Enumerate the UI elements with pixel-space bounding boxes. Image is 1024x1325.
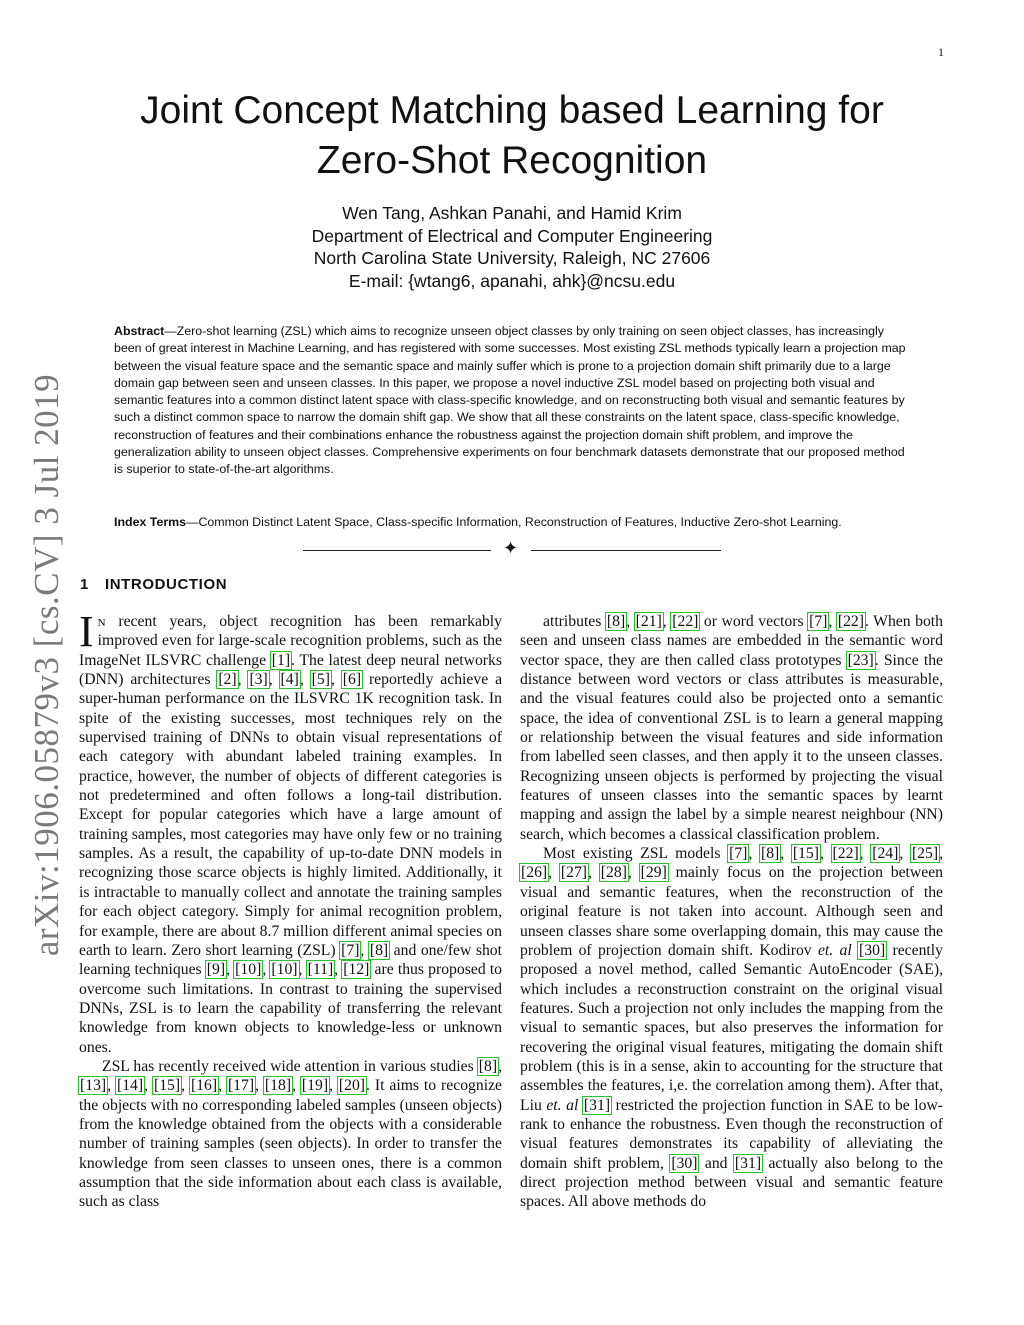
body-text: , — [498, 1057, 502, 1075]
citation-link[interactable]: [21] — [635, 613, 662, 630]
citation-link[interactable]: [18] — [264, 1077, 292, 1095]
citation-link[interactable]: [10] — [271, 961, 298, 979]
citation-link[interactable]: [4] — [280, 671, 299, 689]
body-text: , — [255, 1077, 264, 1095]
section-heading — [80, 576, 227, 593]
body-paragraph — [79, 1057, 502, 1212]
body-text: and one/few shot learning techniques — [79, 941, 503, 979]
body-text: attributes — [543, 613, 606, 630]
left-column — [79, 607, 503, 1212]
body-text: are thus proposed to overcome such limitations. In contrast to training the supervised DNNs, ZSL is to learn the capability of transferring the relevant knowledge from known objects to knowledge-less or unknown ones. — [79, 961, 503, 1056]
citation-link[interactable]: [28] — [600, 864, 627, 882]
body-text: , — [939, 845, 943, 863]
body-text: , — [330, 671, 342, 689]
body-text: , — [329, 1077, 338, 1095]
citation-link[interactable]: [27] — [560, 864, 588, 882]
body-text: , — [626, 613, 635, 630]
body-text: . Since the distance between word vectors or class attributes is measurable, and the visual features could also be projected onto a semantic space, the idea of conventional ZSL is to learn a general mapping or relationship between the visual features and side information from labelled seen classes, and then apply it to the unseen classes. Recognizing unseen objects is performed by projecting the visual features of unseen classes into the semantic spaces by learnt mapping and assign the label by a simple nearest neighbour (NN) search, which becomes a classical classification problem. — [520, 651, 943, 843]
citation-link[interactable]: [8] — [606, 613, 626, 630]
citation-link[interactable]: [12] — [343, 961, 370, 979]
body-paragraph — [520, 612, 943, 844]
citation-link[interactable]: [22] — [837, 613, 864, 630]
title-line-2: Zero-Shot Recognition — [316, 139, 708, 182]
body-text: Most existing ZSL models — [543, 845, 729, 863]
citation-link[interactable]: [3] — [249, 671, 268, 689]
body-text: . It aims to recognize the objects with no corresponding labeled samples (unseen objects) from the knowledge obtained from the objects with a considerable number of training samples (seen objects). In order to transfer the knowledge from seen classes to unseen ones, there is a common assumption that the side information about each class is available, such as class — [79, 1077, 503, 1211]
body-text: or word vectors — [699, 613, 809, 630]
index-terms — [114, 514, 934, 531]
citation-link[interactable]: [15] — [792, 845, 819, 863]
author-block — [90, 202, 934, 292]
citation-link[interactable]: [31] — [734, 1154, 762, 1172]
author-names: Wen Tang, Ashkan Panahi, and Hamid Krim — [342, 203, 682, 223]
citation-link[interactable]: [1] — [271, 651, 291, 669]
author-email[interactable]: E-mail: {wtang6, apanahi, ahk}@ncsu.edu — [348, 270, 676, 291]
body-text: , — [226, 961, 235, 979]
citation-link[interactable]: [24] — [872, 845, 899, 863]
citation-link[interactable]: [10] — [235, 961, 262, 979]
italic-text: et. al — [546, 1096, 579, 1114]
body-text: , — [262, 961, 271, 979]
citation-link[interactable]: [25] — [911, 845, 939, 863]
drop-cap: I — [79, 607, 94, 656]
body-text: . The latest deep neural networks (DNN) architectures — [79, 651, 502, 689]
citation-link[interactable]: [8] — [369, 941, 389, 959]
citation-link[interactable]: [13] — [80, 1077, 107, 1095]
citation-link[interactable]: [14] — [116, 1077, 144, 1095]
divider-line-right — [531, 550, 721, 551]
first-word-small-caps: n — [97, 613, 106, 630]
abstract — [114, 323, 910, 479]
citation-link[interactable]: [6] — [342, 671, 362, 689]
body-text: ZSL has recently received wide attention in various studies — [102, 1057, 478, 1075]
citation-link[interactable]: [5] — [311, 671, 330, 689]
body-text: , — [780, 845, 792, 863]
body-text: , — [360, 941, 369, 959]
citation-link[interactable]: [23] — [847, 651, 874, 669]
body-text: restricted the projection function in SAE to be low-rank to enhance the robustness. Even though the reconstruction of visual features demonstrates its capability of alleviating the domain shift problem, — [520, 1096, 943, 1172]
citation-link[interactable]: [9] — [206, 961, 226, 979]
citation-link[interactable]: [17] — [227, 1077, 255, 1095]
body-text: , — [298, 961, 307, 979]
body-text: , — [662, 613, 672, 630]
body-text: , — [292, 1077, 301, 1095]
body-text: , — [334, 961, 343, 979]
body-text: recently proposed a novel method, called Semantic AutoEncoder (SAE), which includes a reconstruction constraint on the original visual features. Such a projection not only includes the mapping from the visual to semantic spaces, but also preserves the information for recovering the original visual features, mitigating the domain shift problem (this is in a sense, akin to accounting for the structure that assembles the features, i,e. the correlation among them). After that, Liu — [520, 941, 943, 1114]
body-text: . When both seen and unseen class names are embedded in the semantic word vector space, they are then called class prototypes — [520, 613, 944, 669]
citation-link[interactable]: [16] — [190, 1077, 218, 1095]
section-divider — [0, 540, 1024, 560]
right-column — [520, 612, 943, 1212]
citation-link[interactable]: [7] — [341, 941, 360, 959]
author-university: North Carolina State University, Raleigh, NC 27606 — [313, 248, 711, 268]
body-text: , — [627, 864, 640, 882]
citation-link[interactable]: [7] — [729, 845, 748, 863]
arxiv-identifier-stamp[interactable]: arXiv:1906.05879v3 [cs.CV] 3 Jul 2019 — [27, 373, 66, 957]
body-text: , — [268, 671, 280, 689]
body-text: , — [828, 613, 837, 630]
body-text: reportedly achieve a super-human performance on the ILSVRC 1K recognition task. In spite of the existing successes, most techniques rely on the supervised training of DNNs to obtain visual representations of each category with abundant labeled training examples. In practice, however, the number of objects of different categories is not predetermined and often follows a long-tail distribution. Except for popular categories which have a large amount of training samples, most categories may have only few or no training samples. As a result, the capability of up-to-date DNN models in recognizing those scarce objects is highly limited. Additionally, it is intractable to manually collect and annotate the training samples for each object category. Simply for animal recognition problem, for example, there are about 8.7 million different animal species on earth to learn. Zero short learning (ZSL) — [79, 671, 503, 959]
citation-link[interactable]: [8] — [760, 845, 780, 863]
abstract-text: —Zero-shot learning (ZSL) which aims to recognize unseen object classes by only training on seen object classes, has increasingly been of great interest in Machine Learning, and has registered with some successes. Most existing ZSL methods typically learn a projection map between the visual feature space and the semantic space and mainly suffer which is prone to a projection domain shift primarily due to a large domain gap between seen and unseen classes. In this paper, we propose a novel inductive ZSL model based on projecting both visual and semantic features into a common distinct latent space with class-specific knowledge, and on reconstructing both visual and semantic features by such a distinct common space to narrow the domain shift gap. We show that all these constraints on the latent space, class-specific knowledge, reconstruction of features and their combinations enhance the robustness against the projection domain shift problem, and improve the generalization ability to unseen object classes. Comprehensive experiments on four benchmark datasets demonstrate that our proposed method is superior to state-of-the-art algorithms. — [114, 324, 906, 477]
index-terms-text: —Common Distinct Latent Space, Class-specific Information, Reconstruction of Features, Inductive Zero-shot Learning. — [186, 515, 842, 529]
body-text: , — [748, 845, 760, 863]
citation-link[interactable]: [11] — [307, 961, 334, 979]
body-text: , — [819, 845, 832, 863]
body-text: , — [181, 1077, 190, 1095]
body-paragraph — [520, 844, 943, 1212]
page-number: 1 — [938, 45, 944, 59]
citation-link[interactable]: [15] — [153, 1077, 181, 1095]
author-department: Department of Electrical and Computer Engineering — [311, 225, 713, 246]
citation-link[interactable]: [8] — [478, 1057, 498, 1075]
citation-link[interactable]: [31] — [583, 1096, 611, 1114]
paper-title — [90, 86, 934, 186]
body-text: and — [698, 1154, 734, 1172]
citation-link[interactable]: [22] — [832, 845, 859, 863]
body-text: recent years, object recognition has been remarkably improved even for large-scale recognition problems, such as the ImageNet ILSVRC challenge — [79, 613, 502, 669]
citation-link[interactable]: [29] — [640, 864, 667, 882]
body-text: , — [588, 864, 600, 882]
section-number: 1 — [80, 576, 89, 593]
abstract-label: Abstract — [114, 324, 165, 338]
body-paragraph — [79, 607, 503, 1057]
divider-line-left — [303, 550, 491, 551]
body-text: , — [859, 845, 872, 863]
body-text: , — [299, 671, 311, 689]
citation-link[interactable]: [22] — [672, 613, 699, 630]
citation-link[interactable]: [2] — [218, 671, 237, 689]
citation-link[interactable]: [20] — [338, 1077, 366, 1095]
body-text: mainly focus on the projection between visual and semantic features, when the reconstruction of the original feature is not taken into account. Although seen and unseen classes share some overlapping domain, this may cause the problem of projection domain shift. Kodirov — [520, 864, 944, 959]
body-text: , — [144, 1077, 153, 1095]
section-title: INTRODUCTION — [104, 576, 228, 593]
citation-link[interactable]: [30] — [859, 941, 886, 959]
body-text: , — [899, 845, 911, 863]
body-text: , — [237, 671, 249, 689]
citation-link[interactable]: [7] — [809, 613, 828, 630]
body-text: actually also belong to the direct projection method between visual and semantic feature spaces. All above methods do — [520, 1154, 943, 1211]
title-line-1: Joint Concept Matching based Learning for — [140, 89, 884, 132]
diamond-star-icon: ✦ — [503, 538, 519, 559]
citation-link[interactable]: [19] — [301, 1077, 329, 1095]
index-terms-label: Index Terms — [114, 515, 187, 529]
body-text: , — [548, 864, 560, 882]
body-text: , — [218, 1077, 227, 1095]
citation-link[interactable]: [26] — [521, 864, 548, 882]
body-text: , — [107, 1077, 116, 1095]
italic-text: et. al — [817, 941, 852, 959]
citation-link[interactable]: [30] — [671, 1154, 698, 1172]
